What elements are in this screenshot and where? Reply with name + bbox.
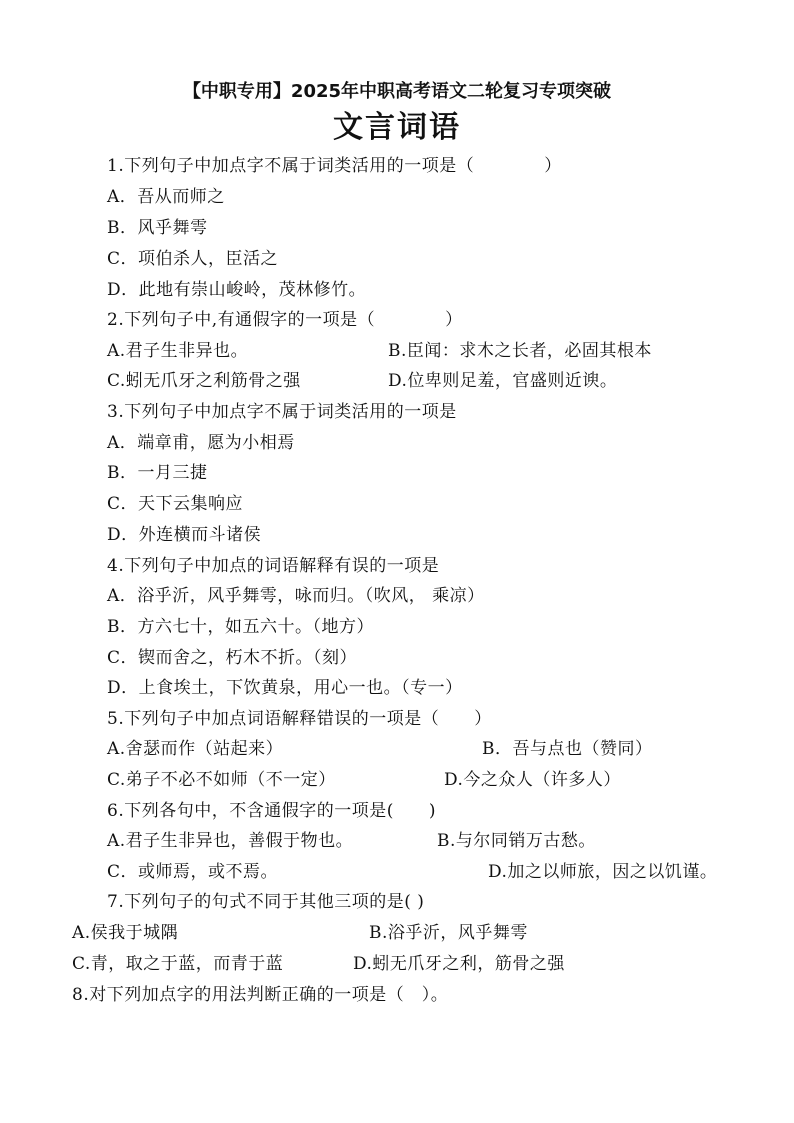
- question-3-option-c: C．天下云集响应: [107, 494, 244, 514]
- question-5-option-b: B．吾与点也（赞同）: [482, 739, 653, 759]
- question-3-stem: 3.下列句子中加点字不属于词类活用的一项是: [107, 402, 457, 422]
- question-7-option-c: C.青，取之于蓝，而青于蓝: [72, 954, 284, 974]
- question-5-option-a: A.舍瑟而作（站起来）: [107, 739, 284, 759]
- question-3-option-b: B．一月三捷: [107, 463, 208, 483]
- question-2-stem: 2.下列句子中,有通假字的一项是（ ）: [107, 310, 463, 330]
- question-5-option-c: C.弟子不必不如师（不一定）: [107, 770, 336, 790]
- question-1-option-c: C．项伯杀人，臣活之: [107, 249, 279, 269]
- document-title: 文言词语: [333, 110, 461, 145]
- question-6-option-d: D.加之以师旅，因之以饥谨。: [488, 862, 718, 882]
- question-2-option-d: D.位卑则足羞，官盛则近谀。: [388, 371, 618, 391]
- question-1-option-a: A．吾从而师之: [107, 187, 225, 207]
- question-2-option-b: B.臣闻：求木之长者，必固其根本: [388, 341, 652, 361]
- question-4-option-a: A．浴乎沂，风乎舞雩，咏而归。（吹风， 乘凉）: [107, 586, 485, 606]
- question-6-option-a: A.君子生非异也，善假于物也。: [107, 831, 354, 851]
- question-1-stem: 1.下列句子中加点字不属于词类活用的一项是（ ）: [107, 156, 562, 176]
- question-4-option-b: B．方六七十，如五六十。（地方）: [107, 617, 374, 637]
- question-5-stem: 5.下列句子中加点词语解释错误的一项是（ ）: [107, 709, 492, 729]
- question-6-option-b: B.与尔同销万古愁。: [437, 831, 596, 851]
- question-7-option-d: D.蚓无爪牙之利，筋骨之强: [353, 954, 565, 974]
- document-subtitle: 【中职专用】2025年中职高考语文二轮复习专项突破: [182, 81, 612, 102]
- question-3-option-d: D．外连横而斗诸侯: [107, 525, 262, 545]
- question-2-option-a: A.君子生非异也。: [107, 341, 249, 361]
- question-6-option-c: C．或师焉，或不焉。: [107, 862, 279, 882]
- question-1-option-d: D．此地有崇山峻岭，茂林修竹。: [107, 280, 367, 300]
- question-7-stem: 7.下列句子的句式不同于其他三项的是( ): [107, 892, 425, 912]
- question-6-stem: 6.下列各句中，不含通假字的一项是( ): [107, 801, 436, 821]
- question-4-stem: 4.下列句子中加点的词语解释有误的一项是: [107, 556, 440, 576]
- question-2-option-c: C.蚓无爪牙之利筋骨之强: [107, 371, 301, 391]
- question-7-option-a: A.侯我于城隅: [72, 923, 179, 943]
- question-8-stem: 8.对下列加点字的用法判断正确的一项是（ ）。: [72, 985, 449, 1005]
- question-4-option-c: C．锲而舍之，朽木不折。（刻）: [107, 648, 358, 668]
- question-7-option-b: B.浴乎沂，风乎舞雩: [369, 923, 528, 943]
- question-3-option-a: A．端章甫，愿为小相焉: [107, 433, 295, 453]
- question-1-option-b: B．风乎舞雩: [107, 218, 208, 238]
- question-5-option-d: D.今之众人（许多人）: [444, 770, 621, 790]
- question-4-option-d: D．上食埃土，下饮黄泉，用心一也。（专一）: [107, 678, 463, 698]
